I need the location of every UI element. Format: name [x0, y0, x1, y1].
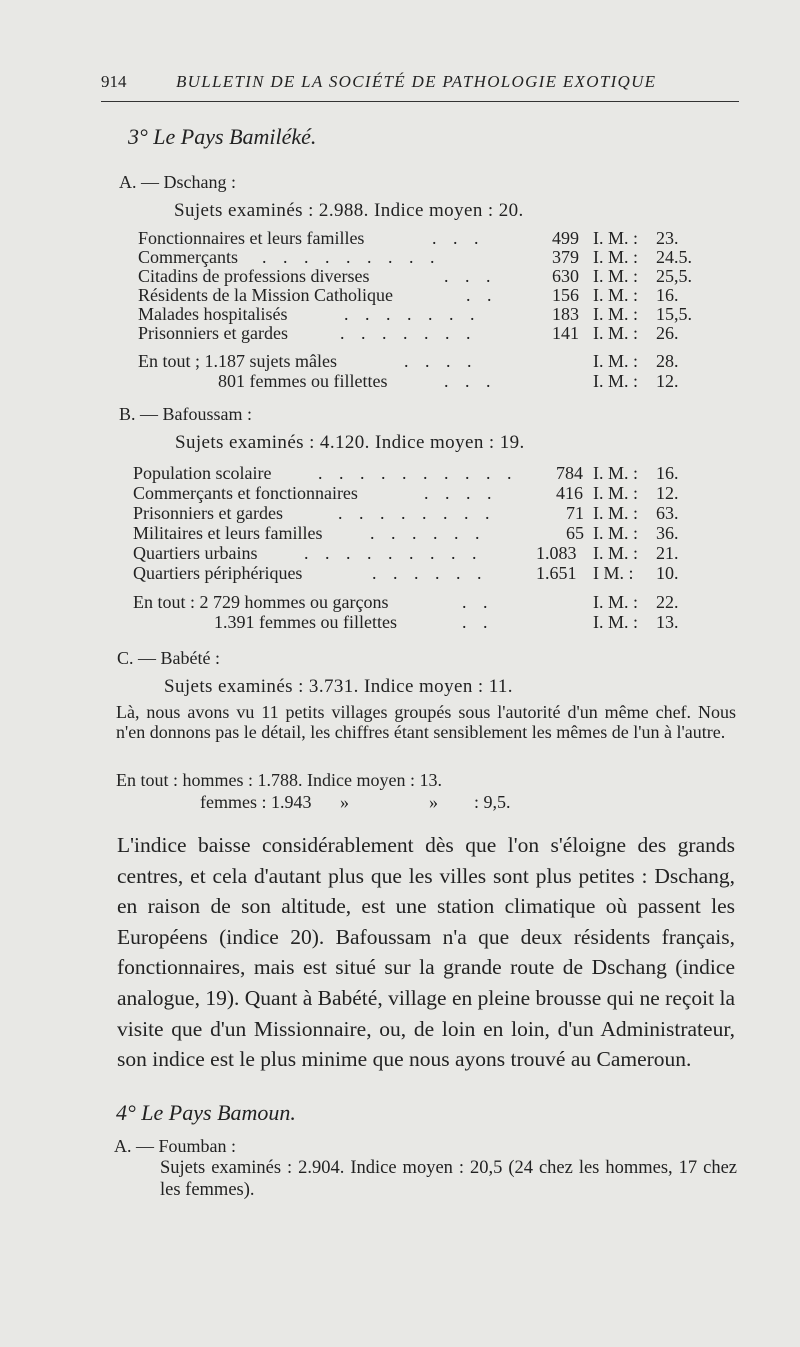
table-row-label: Résidents de la Mission Catholique: [138, 285, 393, 305]
table-row-count: 183: [552, 304, 579, 324]
table-row-index: 24.5.: [656, 247, 692, 267]
table-row-index: 36.: [656, 523, 679, 543]
bafoussam-summary: Sujets examinés : 4.120. Indice moyen : 19.: [175, 432, 525, 453]
total-row-label: En tout : 2 729 hommes ou garçons: [133, 592, 389, 612]
table-row-im: I. M. :: [593, 323, 638, 343]
table-row-count: 156: [552, 285, 579, 305]
total-row-im: I. M. :: [593, 371, 638, 391]
leader-dots: . . . . . . . . .: [262, 247, 441, 267]
table-row-im: I. M. :: [593, 523, 638, 543]
foumban-label: A. — Foumban :: [114, 1136, 237, 1156]
table-row-label: Prisonniers et gardes: [138, 323, 288, 343]
table-row-label: Population scolaire: [133, 463, 272, 483]
total-row-label: En tout ; 1.187 sujets mâles: [138, 351, 337, 371]
table-row-label: Quartiers urbains: [133, 543, 258, 563]
table-row-label: Militaires et leurs familles: [133, 523, 323, 543]
table-row-label: Commerçants: [138, 247, 238, 267]
leader-dots: . . . . . .: [370, 523, 486, 543]
table-row-count: 71: [566, 503, 584, 523]
section-3-heading: 3° Le Pays Bamiléké.: [128, 124, 317, 149]
leader-dots: . .: [466, 285, 498, 305]
table-row-label: Malades hospitalisés: [138, 304, 288, 324]
table-row-im: I. M. :: [593, 463, 638, 483]
table-row-im: I. M. :: [593, 247, 638, 267]
table-row-im: I. M. :: [593, 543, 638, 563]
leader-dots: . . . . . . . .: [338, 503, 496, 523]
babete-note: Là, nous avons vu 11 petits villages groupés sous l'autorité d'un même chef. Nous n'en donnons pas le détail, les chiffres étant sensiblement les mêmes de l'un à l'autre.: [116, 702, 736, 742]
total-row-im: I. M. :: [593, 351, 638, 371]
table-row-index: 23.: [656, 228, 679, 248]
table-row-label: Citadins de professions diverses: [138, 266, 370, 286]
table-row-count: 416: [556, 483, 583, 503]
table-row-index: 21.: [656, 543, 679, 563]
table-row-index: 16.: [656, 463, 679, 483]
table-row-count: 784: [556, 463, 583, 483]
table-row-index: 25,5.: [656, 266, 692, 286]
table-row-count: 379: [552, 247, 579, 267]
table-row-count: 1.651: [536, 563, 577, 583]
bafoussam-label: B. — Bafoussam :: [119, 404, 252, 424]
table-row-index: 16.: [656, 285, 679, 305]
section-4-heading: 4° Le Pays Bamoun.: [116, 1100, 296, 1125]
table-row-im: I. M. :: [593, 304, 638, 324]
table-row-count: 141: [552, 323, 579, 343]
table-row-count: 499: [552, 228, 579, 248]
table-row-im: I. M. :: [593, 266, 638, 286]
table-row-index: 10.: [656, 563, 679, 583]
table-row-label: Commerçants et fonctionnaires: [133, 483, 358, 503]
ditto-mark: »: [429, 792, 438, 812]
leader-dots: . .: [462, 592, 494, 612]
babete-total-line2-value: : 9,5.: [474, 792, 511, 812]
foumban-summary: Sujets examinés : 2.904. Indice moyen : 20,5 (24 chez les hommes, 17 chez les femmes).: [160, 1158, 737, 1200]
total-row-im: I. M. :: [593, 612, 638, 632]
table-row-im: I M. :: [593, 563, 634, 583]
table-row-im: I. M. :: [593, 503, 638, 523]
table-row-im: I. M. :: [593, 285, 638, 305]
dschang-summary: Sujets examinés : 2.988. Indice moyen : 20.: [174, 200, 524, 221]
table-row-index: 12.: [656, 483, 679, 503]
total-row-index: 12.: [656, 371, 679, 391]
table-row-count: 630: [552, 266, 579, 286]
leader-dots: . . . .: [404, 351, 478, 371]
table-row-index: 26.: [656, 323, 679, 343]
leader-dots: . . . . . . . . . .: [318, 463, 518, 483]
body-paragraph: L'indice baisse considérablement dès que l'on s'éloigne des grands centres, et cela d'autant plus que les villes sont plus petites : Dschang, en raison de son altitude, est une station climatique où passent les Européens (indice 20). Bafoussam n'a que deux résidents français, fonctionnaires, mais est situé sur la grande route de Dschang (indice analogue, 19). Quant à Babété, village en pleine brousse qui ne reçoit la visite que d'un Missionnaire, ou, de loin en loin, d'un Administrateur, son indice est le plus minime que nous ayons trouvé au Cameroun.: [117, 833, 735, 1072]
table-row-im: I. M. :: [593, 483, 638, 503]
ditto-mark: »: [340, 792, 349, 812]
journal-title: BULLETIN DE LA SOCIÉTÉ DE PATHOLOGIE EXOTIQUE: [176, 72, 657, 91]
babete-summary: Sujets examinés : 3.731. Indice moyen : 11.: [164, 676, 513, 697]
leader-dots: . . . . . . . . .: [304, 543, 483, 563]
babete-total-line1: En tout : hommes : 1.788. Indice moyen : 13.: [116, 770, 442, 790]
table-row-index: 15,5.: [656, 304, 692, 324]
table-row-count: 65: [566, 523, 584, 543]
babete-label: C. — Babété :: [117, 648, 220, 668]
total-row-index: 28.: [656, 351, 679, 371]
total-row-im: I. M. :: [593, 592, 638, 612]
leader-dots: . . . . . . .: [344, 304, 481, 324]
leader-dots: . . .: [432, 228, 485, 248]
leader-dots: . . . .: [424, 483, 498, 503]
table-row-label: Fonctionnaires et leurs familles: [138, 228, 365, 248]
dschang-label: A. — Dschang :: [119, 172, 236, 192]
table-row-label: Prisonniers et gardes: [133, 503, 283, 523]
table-row-index: 63.: [656, 503, 679, 523]
page-number: 914: [101, 72, 127, 91]
babete-total-line2-label: femmes : 1.943: [200, 792, 312, 812]
header-rule: [101, 101, 739, 102]
total-row-index: 13.: [656, 612, 679, 632]
total-row-label: 1.391 femmes ou fillettes: [214, 612, 397, 632]
leader-dots: . . .: [444, 266, 497, 286]
leader-dots: . .: [462, 612, 494, 632]
leader-dots: . . . . . .: [372, 563, 488, 583]
leader-dots: . . . . . . .: [340, 323, 477, 343]
total-row-label: 801 femmes ou fillettes: [218, 371, 388, 391]
leader-dots: . . .: [444, 371, 497, 391]
table-row-count: 1.083: [536, 543, 577, 563]
total-row-index: 22.: [656, 592, 679, 612]
table-row-im: I. M. :: [593, 228, 638, 248]
table-row-label: Quartiers périphériques: [133, 563, 303, 583]
